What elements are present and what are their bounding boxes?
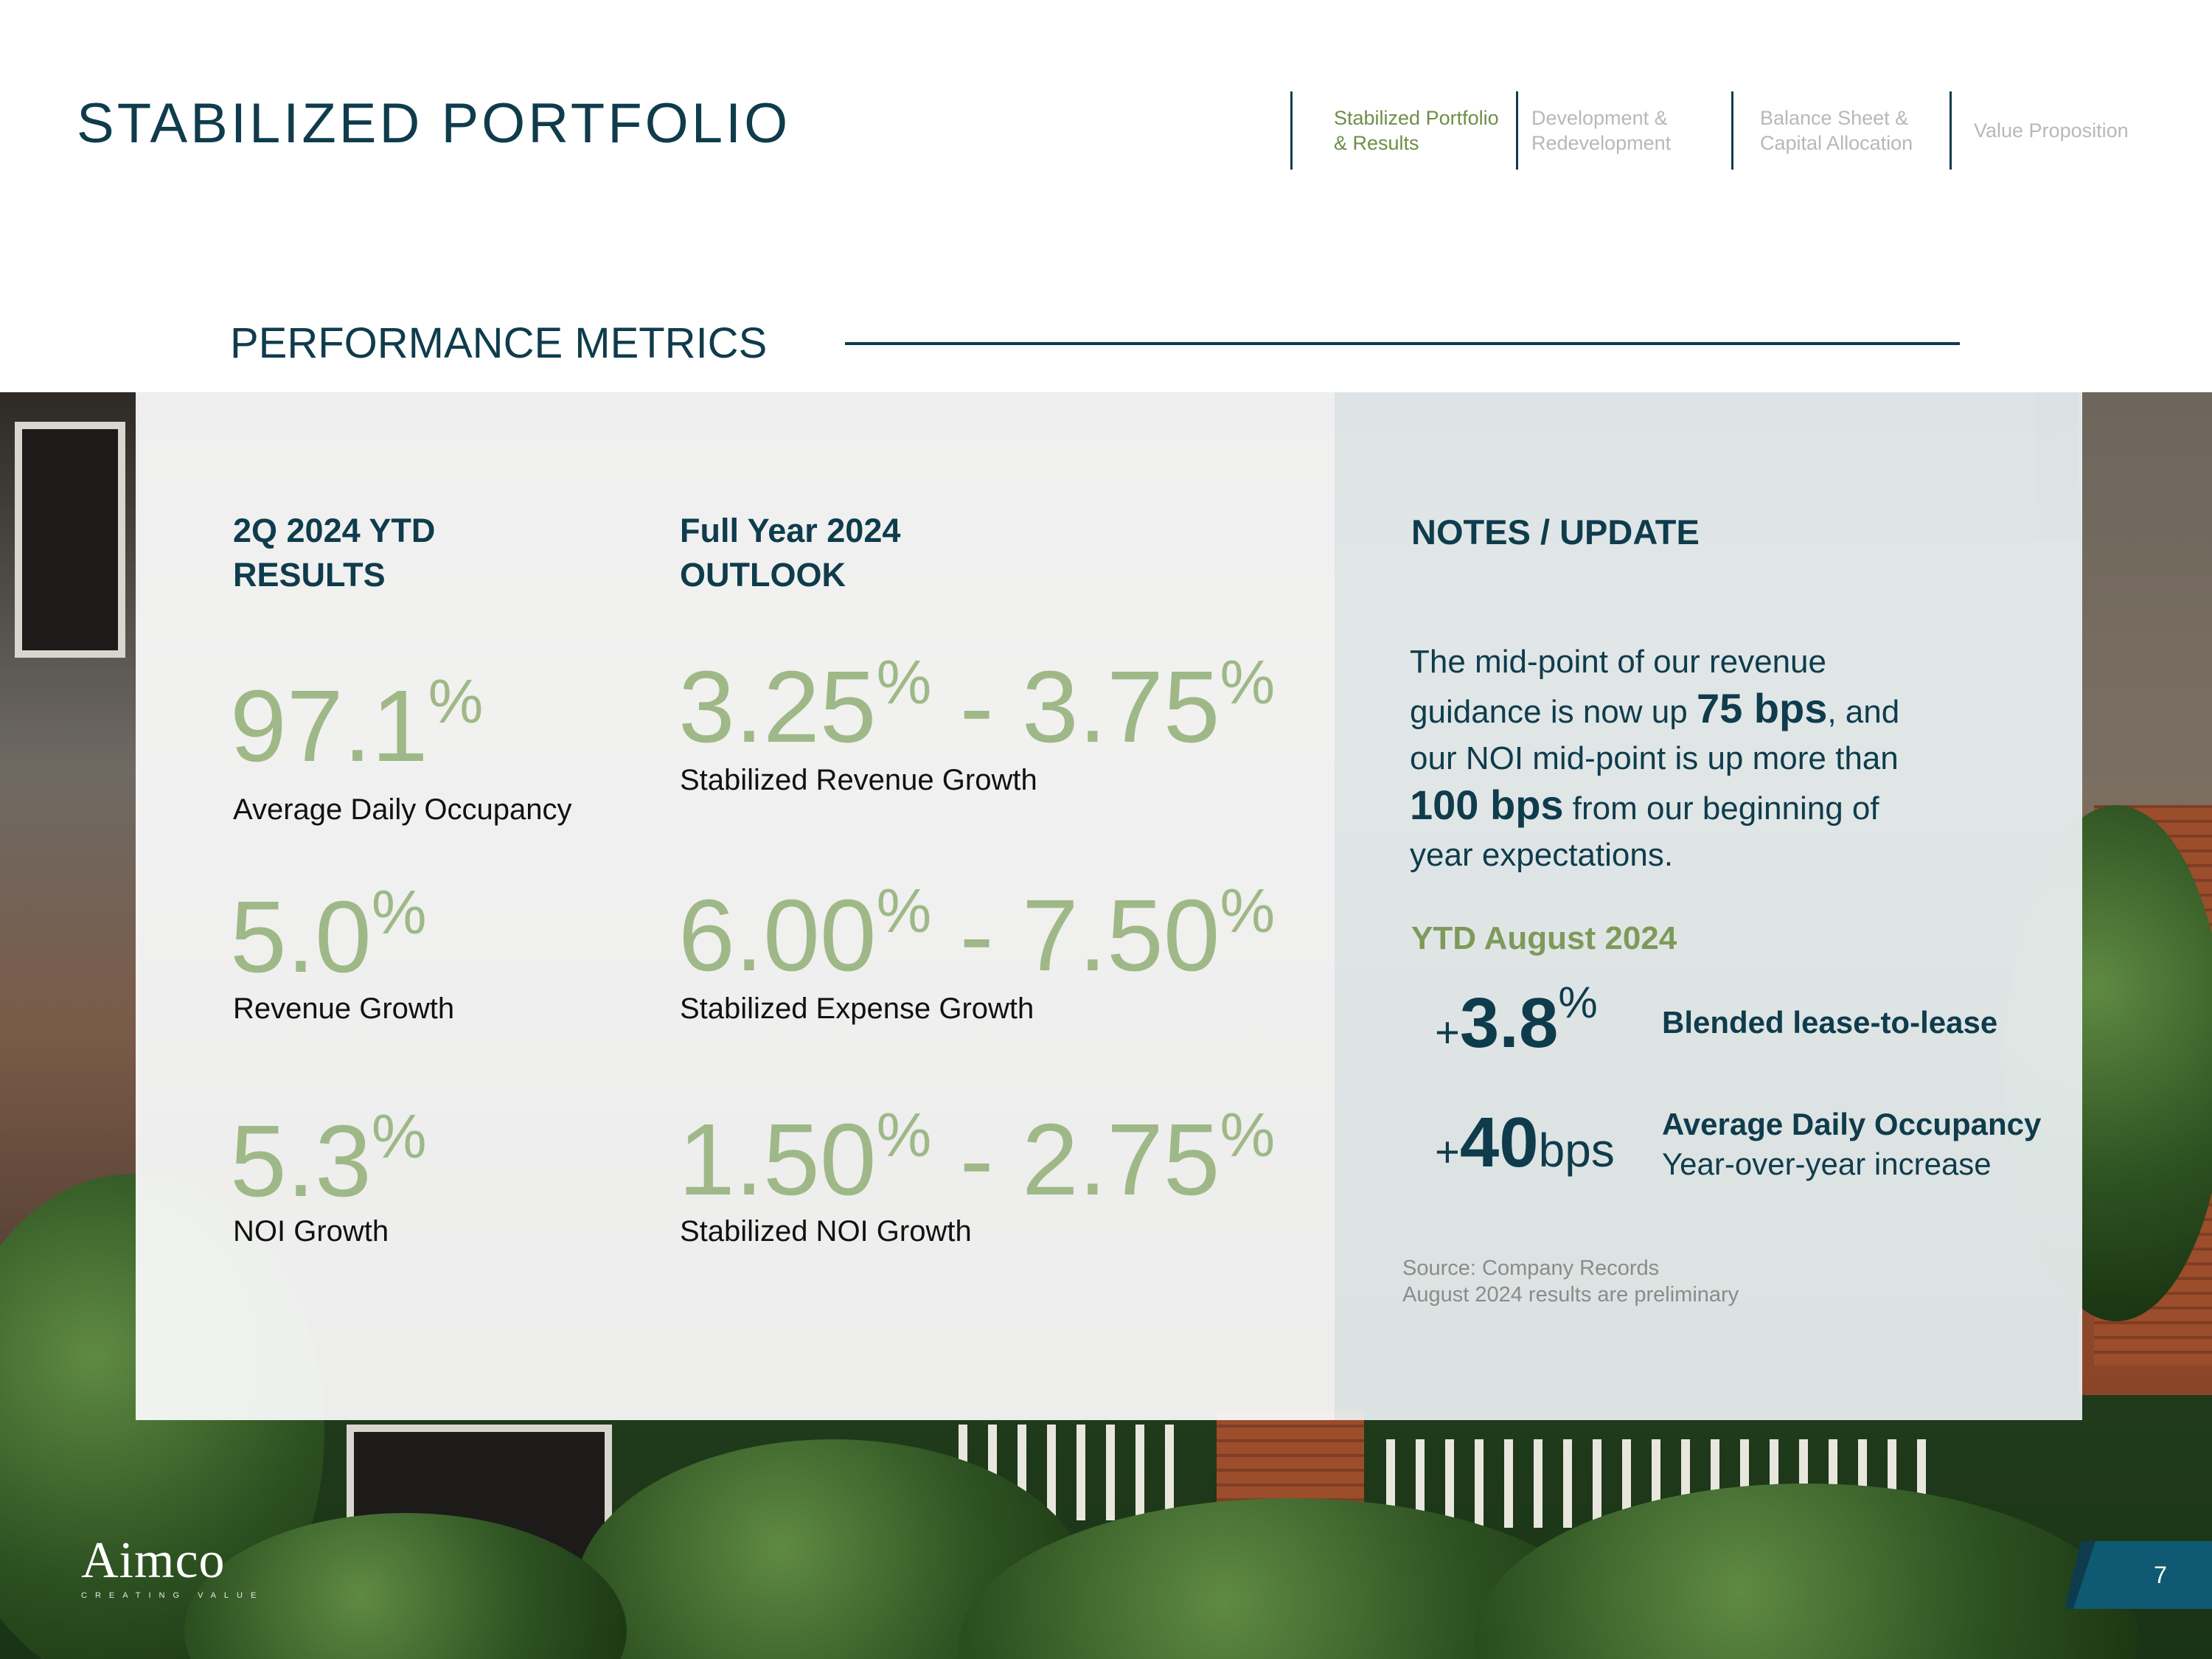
metric-revenue-value: 5.0% [230,877,427,994]
nav-item-balance-sheet[interactable]: Balance Sheet & Capital Allocation [1731,91,1950,170]
logo-wordmark: Aimco [81,1532,226,1589]
logo-tagline: CREATING VALUE [81,1591,265,1600]
outlook-revenue-range: 3.25% - 3.75% [678,647,1276,764]
section-divider [845,342,1960,345]
kpi-occupancy-bps: +40bps [1435,1103,1615,1182]
aimco-logo [81,1532,265,1600]
section-nav [1290,91,2129,170]
notes-body: The mid-point of our revenue guidance is now up 75 bps, and our NOI mid-point is up more than 100 bps from our beginning of year expectations. [1410,644,1900,873]
outlook-noi-range: 1.50% - 2.75% [678,1100,1276,1217]
metric-revenue-label: Revenue Growth [233,992,455,1025]
page-number: 7 [2154,1562,2167,1588]
page-title: STABILIZED PORTFOLIO [77,92,791,155]
nav-item-value-proposition[interactable]: Value Proposition [1950,91,2129,170]
outlook-expense-label: Stabilized Expense Growth [680,992,1034,1025]
outlook-heading: Full Year 2024 OUTLOOK [680,512,901,594]
metric-occupancy-label: Average Daily Occupancy [233,793,572,826]
kpi-blended-lease: +3.8% [1435,978,1598,1062]
ytd-heading: 2Q 2024 YTD RESULTS [233,512,436,594]
metric-noi-label: NOI Growth [233,1215,389,1248]
nav-item-development[interactable]: Development & Redevelopment [1516,91,1731,170]
nav-item-stabilized-portfolio[interactable]: Stabilized Portfolio & Results [1290,91,1516,170]
notes-title: NOTES / UPDATE [1411,512,1700,552]
metric-occupancy-value: 97.1% [230,667,484,783]
outlook-revenue-label: Stabilized Revenue Growth [680,764,1037,796]
source-note: Source: Company Records August 2024 results are preliminary [1402,1256,1739,1307]
ytd-august-title: YTD August 2024 [1411,920,1677,956]
kpi-blended-lease-label: Blended lease-to-lease [1662,1005,1998,1040]
section-title: PERFORMANCE METRICS [230,319,768,367]
outlook-expense-range: 6.00% - 7.50% [678,876,1276,992]
metric-noi-value: 5.3% [230,1102,427,1218]
outlook-noi-label: Stabilized NOI Growth [680,1215,972,1248]
kpi-occupancy-label: Average Daily Occupancy Year-over-year increase [1662,1107,2042,1181]
window [15,422,125,658]
